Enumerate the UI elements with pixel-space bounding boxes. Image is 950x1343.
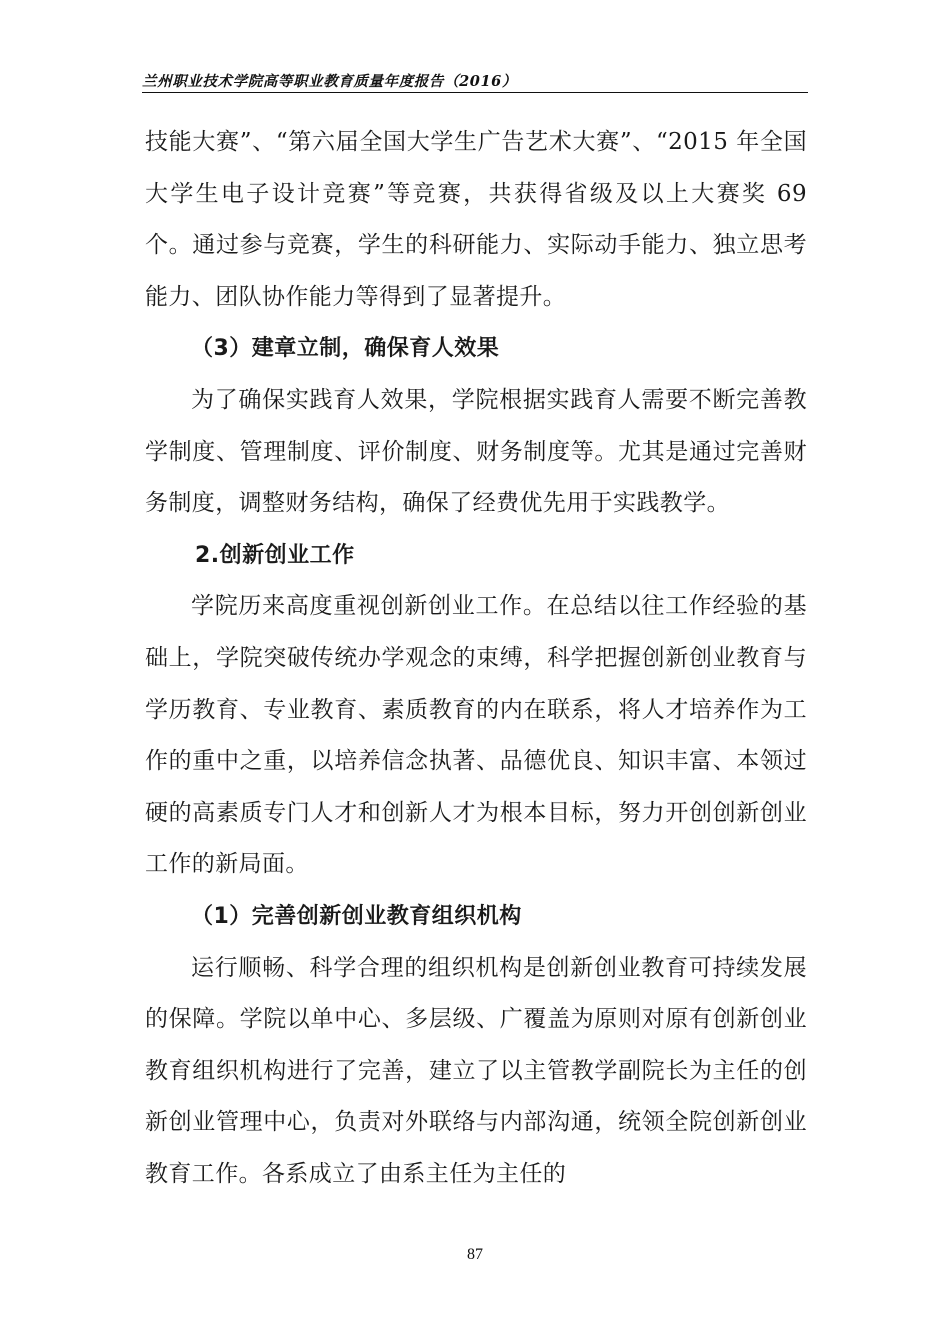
section-heading-3: （3）建章立制，确保育人效果 (191, 336, 500, 362)
header-title: 兰州职业技术学院高等职业教育质量年度报告（2016） (142, 73, 517, 90)
paragraph-organization: 运行顺畅、科学合理的组织机构是创新创业教育可持续发展的保障。学院以单中心、多层级、广覆盖为原则对原有创新创业教育组织机构进行了完善，建立了以主管教学副院长为主任的创新创业管理中心，负责对外联络与内部沟通，统领全院创新创业教育工作。各系成立了由系主任为主任的 (145, 954, 807, 1187)
page-number: 87 (467, 1246, 483, 1263)
paragraph-regulations: 为了确保实践育人效果，学院根据实践育人需要不断完善教学制度、管理制度、评价制度、财务制度等。尤其是通过完善财务制度，调整财务结构，确保了经费优先用于实践教学。 (145, 386, 807, 517)
section-heading-innovation: 2.创新创业工作 (195, 542, 355, 568)
page-body (145, 117, 807, 1200)
running-header (142, 64, 808, 94)
paragraph-innovation: 学院历来高度重视创新创业工作。在总结以往工作经验的基础上，学院突破传统办学观念的束缚，科学把握创新创业教育与学历教育、专业教育、素质教育的内在联系，将人才培养作为工作的重中之重，以培养信念执著、品德优良、知识丰富、本领过硬的高素质专门人才和创新人才为根本目标，努力开创创新创业工作的新局面。 (145, 593, 807, 878)
section-heading-1: （1）完善创新创业教育组织机构 (191, 903, 522, 929)
header-rule (142, 92, 808, 93)
continued-paragraph: 技能大赛”、“第六届全国大学生广告艺术大赛”、“2015 年全国大学生电子设计竞赛”等竞赛，共获得省级及以上大赛奖 69 个。通过参与竞赛，学生的科研能力、实际动手能力、独立思考能力、团队协作能力等得到了显著提升。 (145, 129, 807, 310)
